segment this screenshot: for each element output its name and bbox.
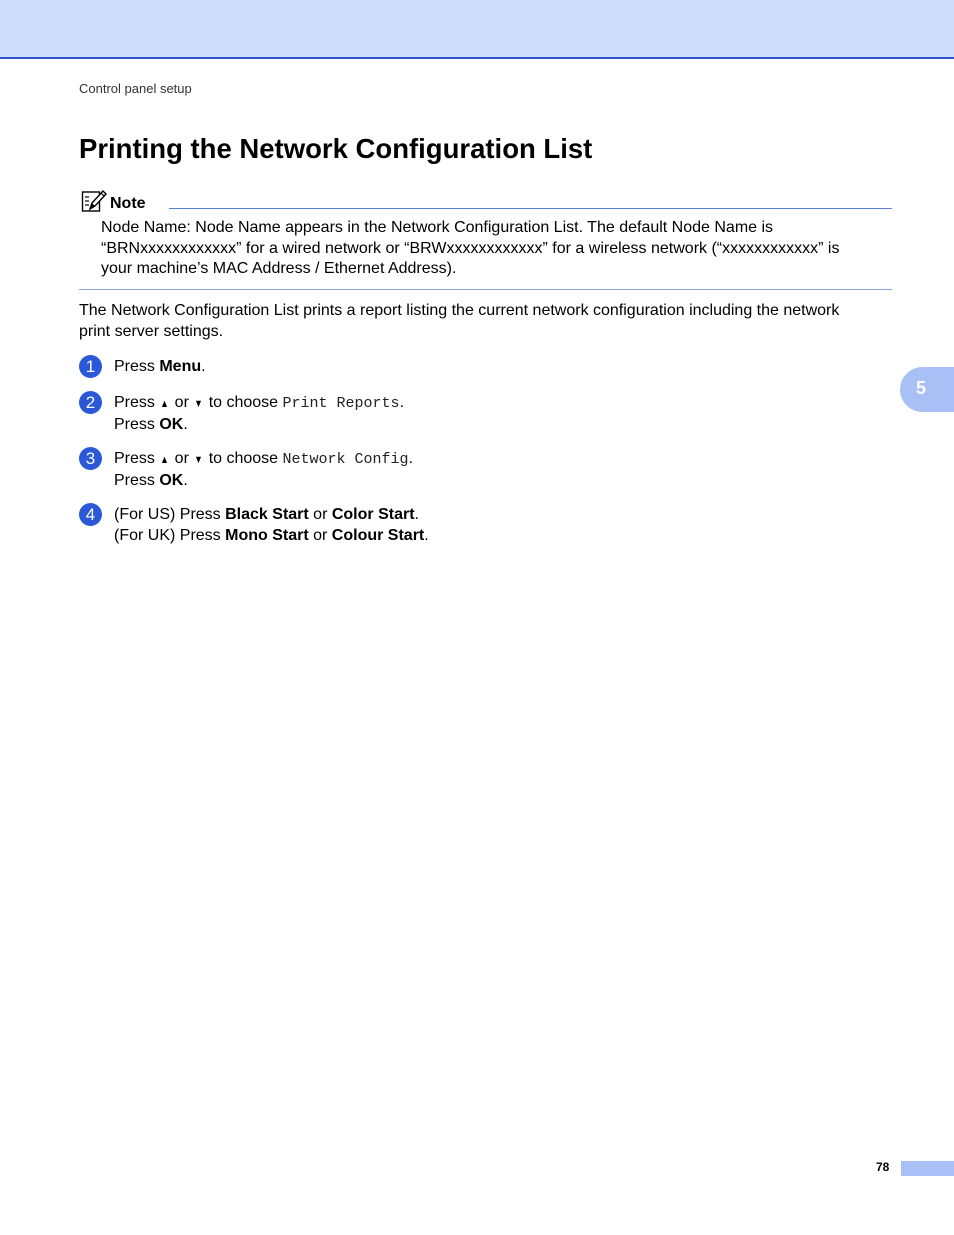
note-rule [169,208,892,209]
colour-start-key-label: Colour Start [331,526,425,544]
intro-line: print server settings. [79,322,224,340]
step-word: (For UK) Press [114,526,226,544]
step-word: . [408,450,414,467]
step-text [114,449,413,491]
step-word: . [399,394,405,411]
step-word: . [424,526,429,544]
note-line: your machine’s MAC Address / Ethernet Address). [101,260,457,277]
step-word: Press [114,450,160,467]
step-word: or [170,450,194,467]
step-word: to choose [204,450,283,467]
up-arrow-icon: ▲ [160,454,170,466]
black-start-key-label: Black Start [225,506,309,523]
step-number-badge: 3 [79,447,102,470]
breadcrumb: Control panel setup [79,81,192,96]
note-line: “BRNxxxxxxxxxxxx” for a wired network or “BRWxxxxxxxxxxxx” for a wireless network (“xxxxxxxxxxxx” is [101,239,840,257]
chapter-number: 5 [916,378,927,398]
step-word: Press [114,358,160,375]
note-box [79,188,892,290]
chapter-tab [900,367,954,412]
header-band [0,0,954,59]
note-text [79,216,892,280]
step-number-badge: 2 [79,391,102,414]
mono-start-key-label: Mono Start [225,526,309,544]
step-word: or [308,526,332,544]
note-label: Note [110,195,146,212]
step-word: . [414,506,419,523]
step-word: to choose [204,394,283,411]
intro-paragraph [79,301,894,342]
intro-line: The Network Configuration List prints a report listing the current network configuration including the network [79,302,840,319]
step-text [114,505,429,546]
menu-option: Print Reports [282,395,400,412]
step-number-badge: 1 [79,355,102,378]
page-number-bar [901,1161,954,1176]
step-text [114,393,404,435]
step-word: Press [114,471,160,489]
menu-key-label: Menu [159,358,202,375]
page-number: 78 [876,1160,890,1174]
down-arrow-icon: ▼ [194,398,204,410]
up-arrow-icon: ▲ [160,398,170,410]
step-word: . [183,471,188,489]
step-word: . [183,415,188,433]
step-word: Press [114,394,160,411]
color-start-key-label: Color Start [331,506,415,523]
note-header [79,188,892,216]
down-arrow-icon: ▼ [194,454,204,466]
step-number-badge: 4 [79,503,102,526]
step-word: . [201,358,206,375]
step-word: Press [114,415,160,433]
step-word: or [170,394,194,411]
ok-key-label: OK [159,471,184,489]
page-title: Printing the Network Configuration List [79,133,593,164]
step-word: or [308,506,332,523]
menu-option: Network Config [282,451,409,468]
note-line: Node Name: Node Name appears in the Network Configuration List. The default Node Name is [101,219,774,236]
step-word: (For US) Press [114,506,226,523]
pencil-note-icon [81,188,107,214]
step-text [114,357,206,378]
note-divider [79,289,892,290]
ok-key-label: OK [159,415,184,433]
